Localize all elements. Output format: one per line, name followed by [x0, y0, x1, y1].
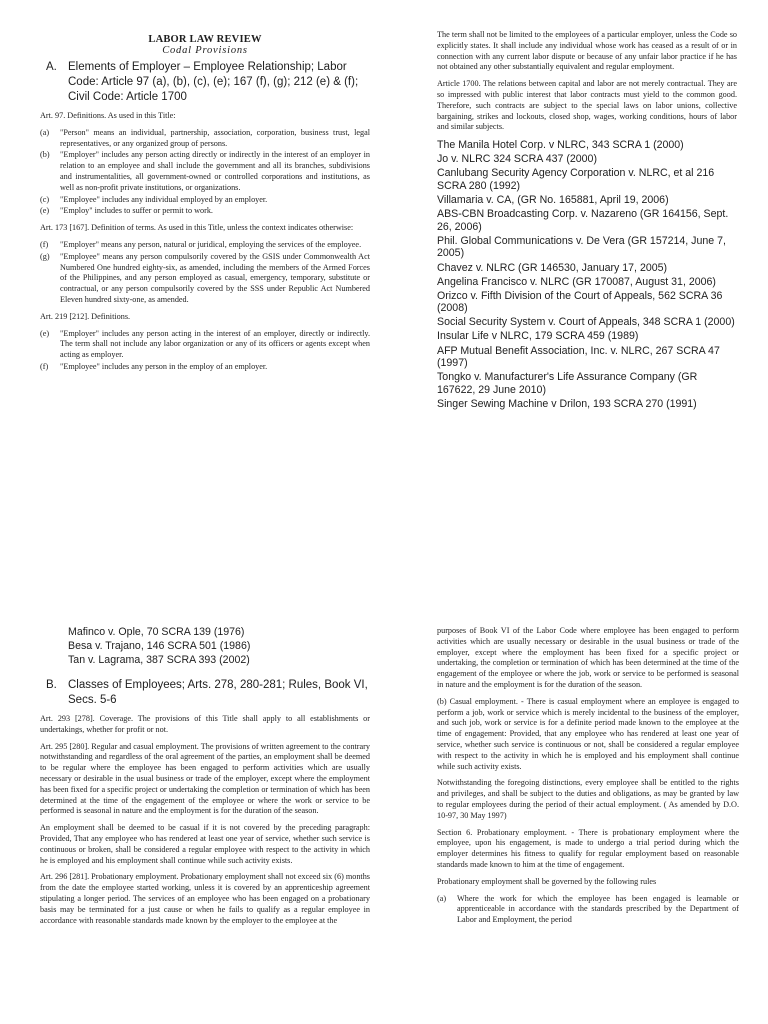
- page2-right-column: [437, 626, 739, 932]
- case-citation: Mafinco v. Ople, 70 SCRA 139 (1976): [68, 626, 245, 638]
- section-b-heading: [40, 678, 370, 708]
- case-citation: Chavez v. NLRC (GR 146530, January 17, 2005): [437, 261, 668, 274]
- list-item: [40, 195, 370, 206]
- article-293: Art. 293 [278]. Coverage. The provisions of this Title shall apply to all establishments or undertakings, whether for profit or not.: [40, 714, 370, 734]
- regular-employment-continued: purposes of Book VI of the Labor Code where employee has been engaged to perform activities which are usually necessary or desirable in the usual business or trade of the employer, except where the employment has been fixed for a specific project or undertaking, the completion or termination of which has been determined at the time of the engagement of the employee or where the job, work or service to be performed is seasonal in nature and the employment is for the duration of the season.: [437, 626, 739, 689]
- item-label: (e): [40, 206, 50, 216]
- case-citation: Villamaria v. CA, (GR No. 165881, April 19, 2006): [437, 194, 669, 207]
- case-citation: The Manila Hotel Corp. v NLRC, 343 SCRA 1 (2000): [437, 139, 684, 152]
- item-label: (f): [40, 361, 49, 371]
- civil-code-article-1700: Article 1700. The relations between capital and labor are not merely contractual. They are so impressed with public interest that labor contracts must yield to the common good. Therefore, such contracts are subject to the special laws on labor unions, collective bargaining, strikes and lockouts, closed shop, wages, working conditions, hours of labor and similar subjects.: [437, 79, 737, 132]
- list-item: [40, 150, 370, 193]
- case-citation: ABS-CBN Broadcasting Corp. v. Nazareno (GR 164156, Sept. 26, 2006): [437, 208, 729, 233]
- case-citation: Canlubang Security Agency Corporation v. NLRC, et al 216 SCRA 280 (1992): [437, 167, 715, 192]
- case-citation: Tan v. Lagrama, 387 SCRA 393 (2002): [68, 654, 250, 667]
- page2-case-list: [68, 626, 368, 668]
- section-letter: B.: [46, 679, 57, 691]
- item-text: "Person" means an individual, partnership, association, corporation, business trust, legal representatives, or any organized group of persons.: [60, 127, 370, 148]
- item-label: (b): [40, 150, 50, 160]
- list-item: [437, 894, 739, 926]
- article-173-list: [40, 240, 370, 306]
- document-page-2: [0, 512, 768, 1024]
- casual-employment-paragraph: An employment shall be deemed to be casual if it is not covered by the preceding paragraph: Provided, That any employee who has rendered at least one year of service, whether such service is continuous or broken, shall be considered a regular employee with respect to the activity in which he is employed and his employment shall continue while such activity exists.: [40, 823, 370, 865]
- employee-definition-continued: The term shall not be limited to the employees of a particular employer, unless the Code so explicitly states. It shall include any individual whose work has ceased as a result of or in connection with any current labor dispute or because of any unfair labor practice if he has not obtained any other substantially equivalent and regular employment.: [437, 30, 737, 72]
- article-219-list: [40, 329, 370, 373]
- case-citation: Phil. Global Communications v. De Vera (GR 157214, June 7, 2005): [437, 234, 726, 260]
- list-item: [40, 329, 370, 361]
- item-label: (g): [40, 251, 50, 261]
- case-citation: Besa v. Trajano, 146 SCRA 501 (1986): [68, 640, 251, 653]
- article-219-heading: Art. 219 [212]. Definitions.: [40, 311, 131, 321]
- item-text: "Employee" includes any person in the employ of an employer.: [60, 361, 268, 371]
- article-296: Art. 296 [281]. Probationary employment. Probationary employment shall not exceed six (6) months from the date the employee started working, unless it is covered by an apprenticeship agreement stipulating a longer period. The services of an employee who has been engaged on a probationary basis may be terminated for a just cause or when he fails to qualify as a regular employee in accordance with reasonable standards made known by the employer to the employee at the: [40, 872, 370, 925]
- item-text: Where the work for which the employee has been engaged is learnable or apprenticeable in accordance with the standards prescribed by the Department of Labor and Employment, the period: [457, 893, 739, 925]
- notwithstanding-paragraph: Notwithstanding the foregoing distinctions, every employee shall be entitled to the rights and privileges, and shall be subject to the duties and obligations, as may be granted by law to regular employees during the period of their actual employment. ( As amended by D.O. 10-97, 30 May 1997): [437, 778, 739, 820]
- page1-left-column: [40, 34, 370, 379]
- probationary-rules-intro: Probationary employment shall be governed by the following rules: [437, 876, 657, 886]
- case-citation: Singer Sewing Machine v Drilon, 193 SCRA 270 (1991): [437, 397, 697, 410]
- item-label: (e): [40, 328, 50, 338]
- document-title: LABOR LAW REVIEW: [148, 34, 262, 45]
- item-label: (c): [40, 194, 50, 204]
- section-a-heading: [40, 60, 370, 105]
- item-label: (a): [40, 127, 50, 137]
- page1-right-column: [437, 30, 737, 412]
- probationary-rules-list: [437, 894, 739, 926]
- case-citation: Jo v. NLRC 324 SCRA 437 (2000): [437, 153, 597, 166]
- case-citation: Tongko v. Manufacturer's Life Assurance Company (GR 167622, 29 June 2010): [437, 371, 698, 396]
- case-citation: Angelina Francisco v. NLRC (GR 170087, August 31, 2006): [437, 275, 716, 288]
- item-text: "Employee" includes any individual employed by an employer.: [60, 194, 268, 204]
- item-text: "Employer" includes any person acting directly or indirectly in the interest of an employer in relation to an employee and shall include the government and all its branches, subdivisions and instrumentalities, all government-owned or controlled corporations and institutions, as well as non-profit private institutions, or organizations.: [60, 150, 370, 192]
- case-citation: Social Security System v. Court of Appeals, 348 SCRA 1 (2000): [437, 316, 735, 329]
- item-text: "Employer" includes any person acting in the interest of an employer, directly or indirectly. The term shall not include any labor organization or any of its officers or agents except when acting as employer.: [60, 328, 370, 360]
- case-citation: Insular Life v NLRC, 179 SCRA 459 (1989): [437, 330, 639, 343]
- article-97-heading: Art. 97. Definitions. As used in this Title:: [40, 111, 176, 120]
- article-97-list: [40, 128, 370, 217]
- list-item: [40, 206, 370, 217]
- case-citation: AFP Mutual Benefit Association, Inc. v. NLRC, 267 SCRA 47 (1997): [437, 344, 720, 370]
- article-173-heading: Art. 173 [167]. Definition of terms. As used in this Title, unless the context indicates otherwise:: [40, 223, 354, 233]
- case-citation: Orizco v. Fifth Division of the Court of Appeals, 562 SCRA 36 (2008): [437, 289, 723, 315]
- casual-employment-rule: (b) Casual employment. - There is casual employment where an employee is engaged to perform a job, work or service which is merely incidental to the business of the employer, and such job, work or service is for a definite period made known to the employee at the time of engagement: Provided, that any employee who has rendered at least one year of service, whether such service is continuous or not, shall be considered a regular employee with respect to the activity in which he is employed and his employment shall continue while such activity exists.: [437, 696, 739, 771]
- item-text: "Employee" means any person compulsorily covered by the GSIS under Commonwealth Act Numbered One hundred eighty-six, as amended, including the members of the Armed Forces of the Philippines, and any person employed as casual, emergency, temporary, substitute or contractual, or any person compulsorily covered by the SSS under Republic Act Numbered Eleven hundred sixty-one, as amended.: [60, 251, 370, 304]
- item-label: (f): [40, 239, 49, 249]
- section-title: Elements of Employer – Employee Relationship; Labor Code: Article 97 (a), (b), (c), (e); 167 (f), (g); 212 (e) & (f); Civil Code: Article 1700: [68, 61, 359, 103]
- page2-left-column: [40, 676, 370, 932]
- document-subtitle: Codal Provisions: [162, 45, 248, 56]
- section-6-probationary: Section 6. Probationary employment. - There is probationary employment where the employee, upon his engagement, is made to undergo a trial period during which the employer determines his fitness to qualify for regular employment based on reasonable standards made known to him at the time of engagement.: [437, 827, 739, 869]
- item-text: "Employ" includes to suffer or permit to work.: [60, 206, 213, 216]
- list-item: [40, 362, 370, 373]
- article-295: Art. 295 [280]. Regular and casual employment. The provisions of written agreement to the contrary notwithstanding and regardless of the oral agreement of the parties, an employment shall be deemed to be regular where the employee has been engaged to perform activities which are usually necessary or desirable in the usual business or trade of the employer, except where the employment has been fixed for a specific project or undertaking the completion or termination of which has been determined at the time of the engagement of the employee or where the work or service to be performed is seasonal in nature and the employment is for the duration of the season.: [40, 741, 370, 816]
- section-title: Classes of Employees; Arts. 278, 280-281; Rules, Book VI, Secs. 5-6: [68, 679, 368, 706]
- item-label: (a): [437, 893, 447, 903]
- list-item: [40, 128, 370, 150]
- section-letter: A.: [46, 61, 57, 73]
- list-item: [40, 252, 370, 306]
- list-item: [40, 240, 370, 251]
- item-text: "Employer" means any person, natural or juridical, employing the services of the employee.: [60, 239, 362, 249]
- case-list: [437, 139, 737, 410]
